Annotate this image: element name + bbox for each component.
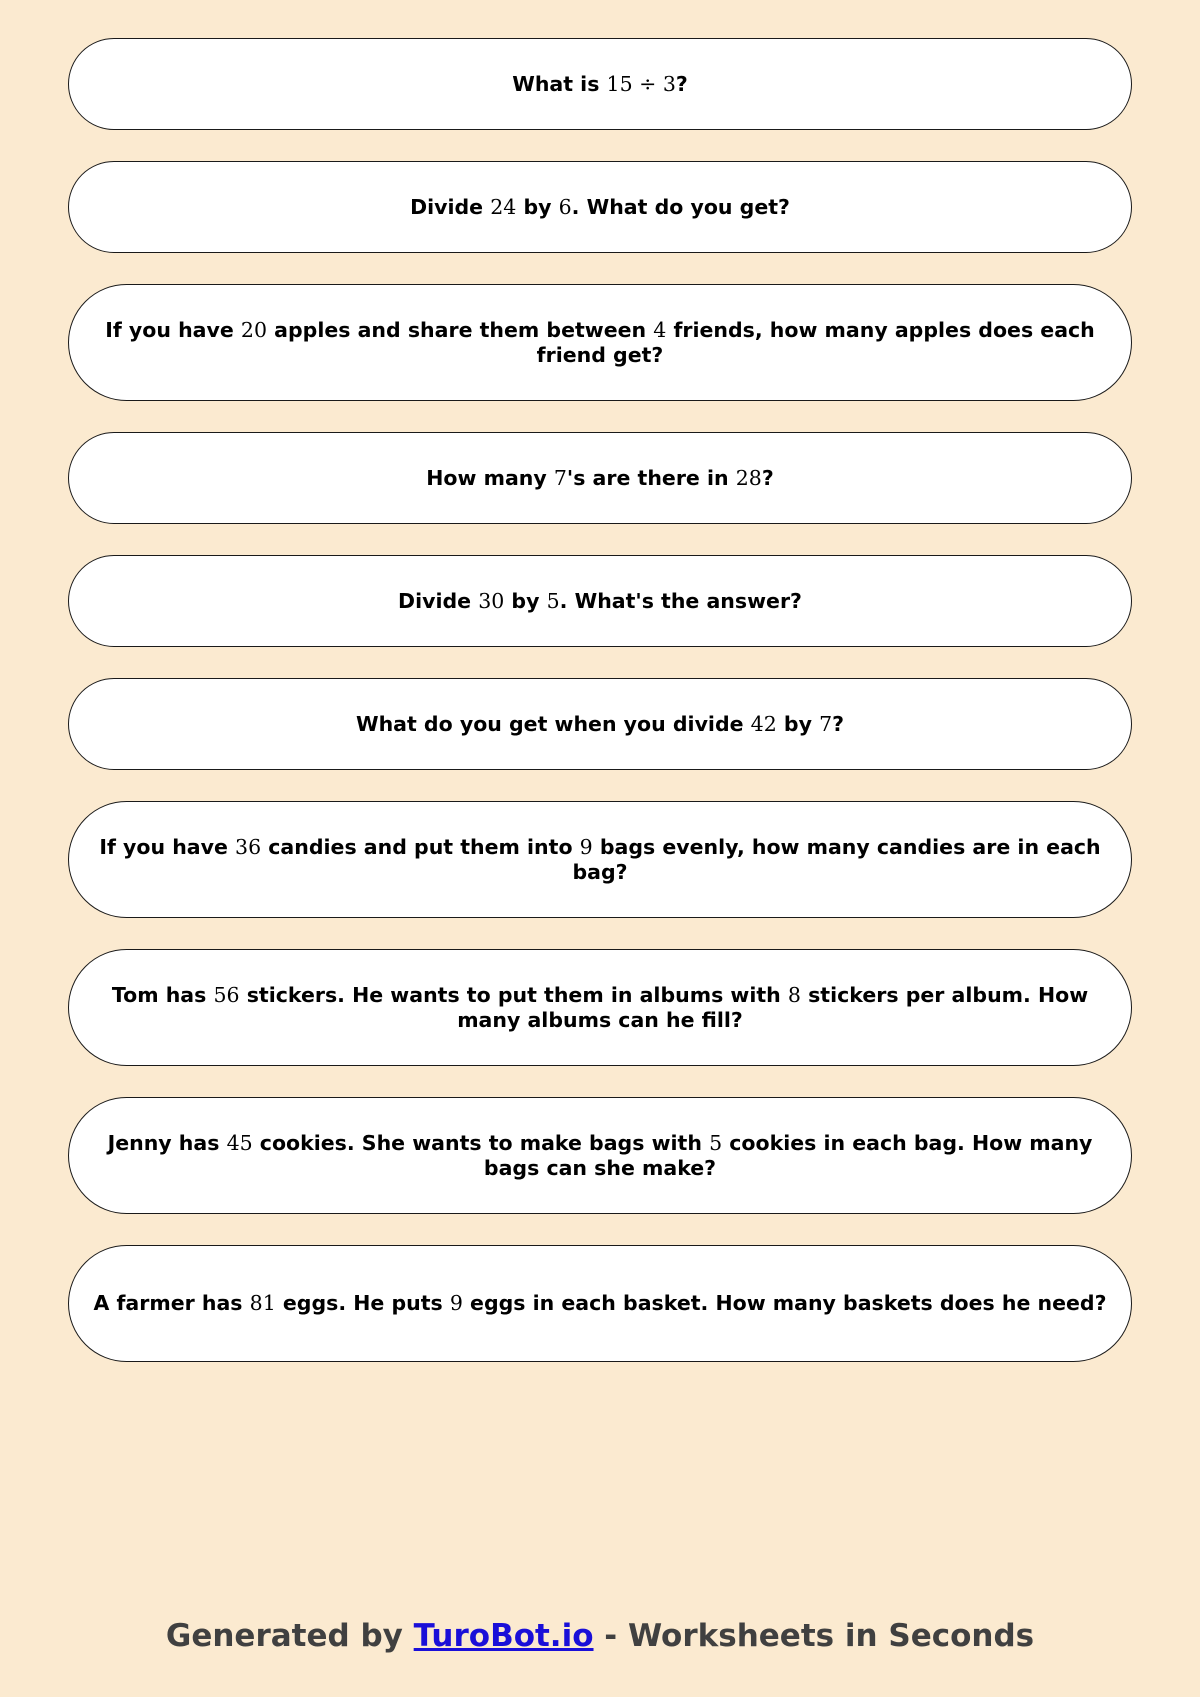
question-text-segment: candies and put them into bbox=[261, 834, 580, 859]
question-box bbox=[68, 949, 1132, 1066]
question-text-segment: Divide bbox=[398, 588, 479, 613]
math-number: 42 bbox=[750, 711, 777, 736]
question-text-segment: What is bbox=[512, 71, 607, 96]
math-number: 9 bbox=[579, 834, 593, 859]
question-list bbox=[68, 38, 1132, 1393]
question-box bbox=[68, 555, 1132, 647]
footer bbox=[0, 1618, 1200, 1654]
math-number: 7 bbox=[553, 465, 567, 490]
question-text-segment: by bbox=[504, 588, 547, 613]
question-box bbox=[68, 432, 1132, 524]
math-number: 28 bbox=[735, 465, 762, 490]
math-number: 24 bbox=[490, 194, 517, 219]
question-text-segment: eggs in each basket. How many baskets does he need? bbox=[462, 1291, 1107, 1315]
question-text-segment: ? bbox=[675, 71, 688, 96]
question-box bbox=[68, 801, 1132, 918]
question-text bbox=[83, 983, 1117, 1033]
math-number: 9 bbox=[449, 1291, 463, 1315]
question-text-segment: ? bbox=[832, 711, 845, 736]
question-text-segment: stickers per album. How many albums can he fill? bbox=[457, 982, 1089, 1032]
question-text-segment: cookies. She wants to make bags with bbox=[252, 1130, 710, 1155]
question-text bbox=[512, 72, 688, 97]
question-text-segment: What do you get when you divide bbox=[355, 711, 751, 736]
question-text-segment: 's are there in bbox=[566, 465, 736, 490]
question-box bbox=[68, 678, 1132, 770]
question-text bbox=[398, 589, 802, 614]
question-box bbox=[68, 284, 1132, 401]
turobot-link[interactable]: TuroBot.io bbox=[413, 1618, 594, 1654]
question-text bbox=[94, 1291, 1107, 1316]
math-number: 36 bbox=[235, 834, 262, 859]
math-number: 20 bbox=[240, 317, 267, 342]
math-number: 56 bbox=[213, 982, 240, 1007]
question-text bbox=[410, 195, 790, 220]
math-number: 8 bbox=[787, 982, 801, 1007]
math-number: 5 bbox=[546, 588, 560, 613]
question-text-segment: Jenny has bbox=[107, 1130, 227, 1155]
math-number: 5 bbox=[709, 1130, 723, 1155]
question-text bbox=[426, 466, 773, 491]
math-number: 15 ÷ 3 bbox=[606, 71, 676, 96]
question-text-segment: How many bbox=[426, 465, 554, 490]
math-number: 30 bbox=[478, 588, 505, 613]
math-number: 45 bbox=[226, 1130, 253, 1155]
question-text-segment: ? bbox=[761, 465, 774, 490]
question-text-segment: bags evenly, how many candies are in each bag? bbox=[572, 834, 1101, 884]
question-text-segment: Tom has bbox=[111, 982, 214, 1007]
question-box bbox=[68, 1097, 1132, 1214]
question-text bbox=[83, 835, 1117, 885]
question-text-segment: apples and share them between bbox=[267, 317, 654, 342]
question-text-segment: . What's the answer? bbox=[559, 588, 802, 613]
question-text-segment: stickers. He wants to put them in albums with bbox=[239, 982, 788, 1007]
math-number: 6 bbox=[558, 194, 572, 219]
question-text bbox=[83, 318, 1117, 368]
question-text-segment: Divide bbox=[410, 194, 491, 219]
question-text-segment: cookies in each bag. How many bags can she make? bbox=[483, 1130, 1093, 1180]
question-text-segment: If you have bbox=[105, 317, 241, 342]
question-text-segment: . What do you get? bbox=[571, 194, 790, 219]
question-box bbox=[68, 1245, 1132, 1362]
math-number: 7 bbox=[819, 711, 833, 736]
question-text-segment: eggs. He puts bbox=[275, 1291, 450, 1315]
question-text bbox=[83, 1131, 1117, 1181]
footer-prefix: Generated by bbox=[165, 1618, 414, 1654]
question-text-segment: by bbox=[776, 711, 820, 736]
question-text-segment: A farmer has bbox=[93, 1291, 250, 1315]
question-box bbox=[68, 38, 1132, 130]
math-number: 4 bbox=[653, 317, 667, 342]
math-number: 81 bbox=[249, 1291, 276, 1315]
question-text bbox=[356, 712, 844, 737]
question-text-segment: friends, how many apples does each friend get? bbox=[536, 317, 1095, 367]
footer-suffix: - Worksheets in Seconds bbox=[593, 1618, 1035, 1654]
question-text-segment: If you have bbox=[99, 834, 236, 859]
question-box bbox=[68, 161, 1132, 253]
question-text-segment: by bbox=[516, 194, 559, 219]
